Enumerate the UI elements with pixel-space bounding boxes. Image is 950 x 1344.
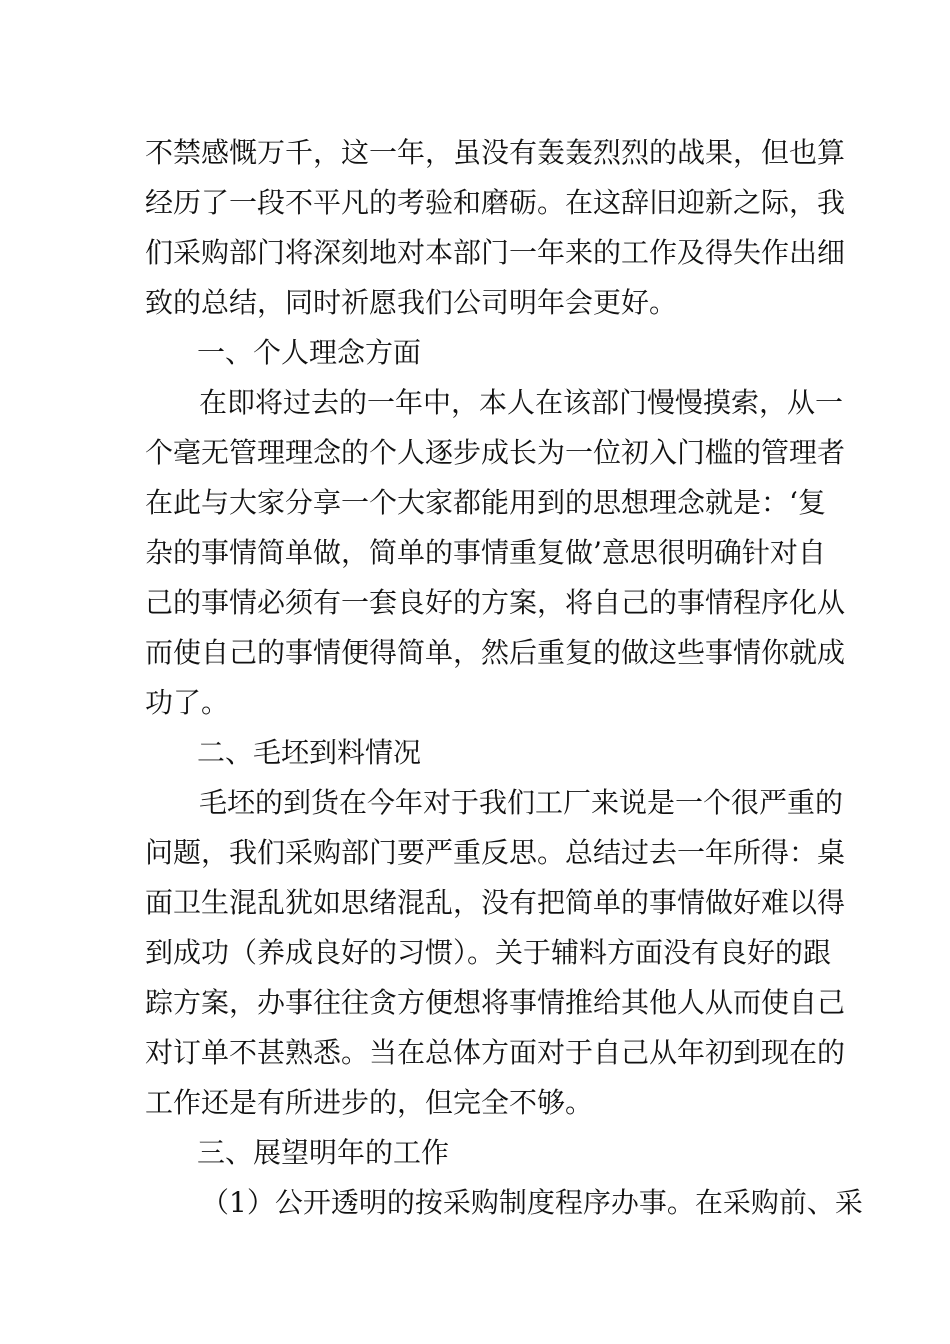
text-line: 踪方案，办事往往贪方便想将事情推给其他人从而使自己 — [145, 986, 846, 1019]
document-body — [145, 128, 863, 1228]
text-line: 面卫生混乱犹如思绪混乱，没有把简单的事情做好难以得 — [145, 886, 846, 919]
section-heading: 二、毛坯到料情况 — [197, 736, 422, 769]
text-line: 杂的事情简单做，简单的事情重复做’意思很明确针对自 — [145, 536, 826, 569]
text-line: 己的事情必须有一套良好的方案，将自己的事情程序化从 — [145, 586, 846, 619]
text-line: 致的总结，同时祈愿我们公司明年会更好。 — [145, 286, 678, 319]
section-heading: 一、个人理念方面 — [197, 336, 422, 369]
text-line: 在此与大家分享一个大家都能用到的思想理念就是：‘复 — [145, 486, 826, 519]
text-line: 毛坯的到货在今年对于我们工厂来说是一个很严重的 — [199, 786, 844, 819]
text-line: 到成功（养成良好的习惯）。关于辅料方面没有良好的跟 — [145, 936, 832, 969]
text-line: 在即将过去的一年中，本人在该部门慢慢摸索，从一 — [199, 386, 844, 419]
text-line: 个毫无管理理念的个人逐步成长为一位初入门槛的管理者 — [145, 436, 846, 469]
text-line: 而使自己的事情便得简单，然后重复的做这些事情你就成 — [145, 636, 846, 669]
section-heading: 三、展望明年的工作 — [197, 1136, 450, 1169]
text-line: 功了。 — [145, 686, 230, 719]
text-line: 不禁感慨万千，这一年，虽没有轰轰烈烈的战果，但也算 — [145, 136, 846, 169]
text-line: 工作还是有所进步的，但完全不够。 — [145, 1086, 594, 1119]
text-line: 经历了一段不平凡的考验和磨砺。在这辞旧迎新之际，我 — [145, 186, 846, 219]
text-line: （1）公开透明的按采购制度程序办事。在采购前、采 — [201, 1186, 863, 1219]
text-line: 对订单不甚熟悉。当在总体方面对于自己从年初到现在的 — [145, 1036, 846, 1069]
text-line: 问题，我们采购部门要严重反思。总结过去一年所得：桌 — [145, 836, 846, 869]
text-line: 们采购部门将深刻地对本部门一年来的工作及得失作出细 — [145, 236, 846, 269]
